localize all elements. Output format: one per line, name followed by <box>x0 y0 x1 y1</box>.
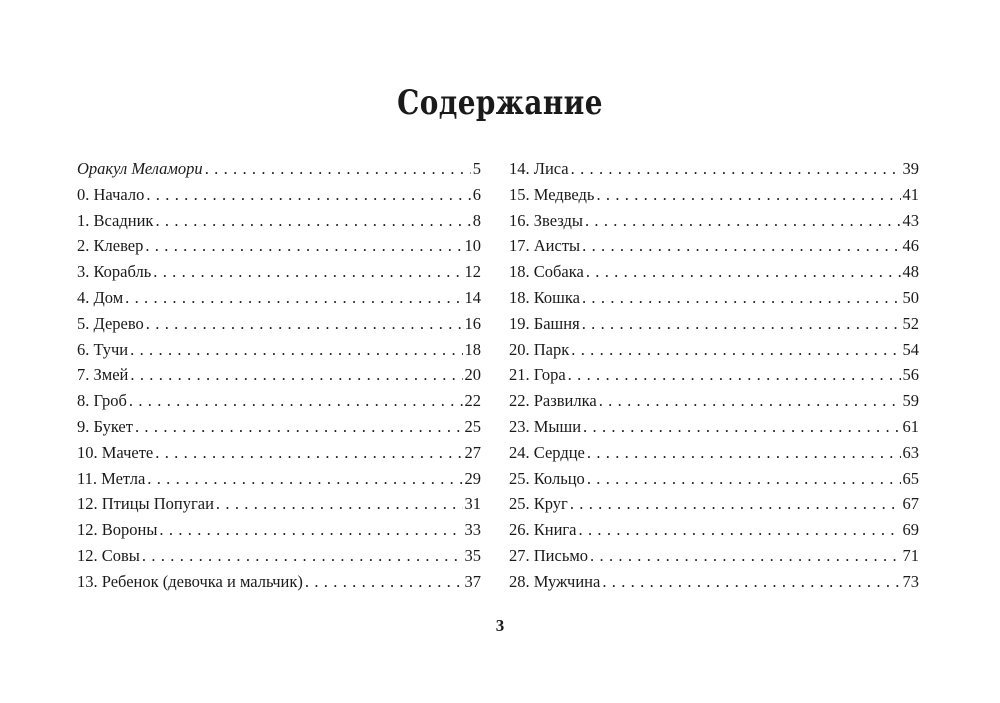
toc-entry-title: 10. Мачете <box>77 442 154 462</box>
toc-entry-title: 16. Звезды <box>509 210 583 230</box>
toc-entry-page: 12 <box>464 262 481 282</box>
toc-entry-title: 4. Дом <box>77 287 124 307</box>
toc-entry-page: 63 <box>902 442 919 462</box>
toc-entry-title: 11. Метла <box>77 468 146 488</box>
toc-entry-page: 6 <box>472 184 481 204</box>
toc-entry-title: 25. Кольцо <box>509 468 585 488</box>
dot-leader <box>129 388 463 414</box>
toc-entry <box>509 517 919 543</box>
toc-entry-title: 27. Письмо <box>509 545 589 565</box>
dot-leader <box>570 491 901 517</box>
toc-entry <box>509 311 919 337</box>
dot-leader <box>146 182 470 208</box>
toc-entry-page: 5 <box>472 159 481 178</box>
toc-entry-title: 23. Мыши <box>509 416 582 436</box>
dot-leader <box>135 414 463 440</box>
toc-entry-page: 8 <box>472 210 481 230</box>
dot-leader <box>571 156 901 182</box>
dot-leader <box>159 517 462 543</box>
toc-entry <box>77 517 481 543</box>
toc-entry-page: 39 <box>902 159 919 178</box>
dot-leader <box>590 543 900 569</box>
toc-entry-title: 7. Змей <box>77 365 129 385</box>
dot-leader <box>147 466 462 492</box>
toc-entry-page: 33 <box>464 520 481 540</box>
toc-entry-page: 20 <box>464 365 481 385</box>
toc-entry <box>509 233 919 259</box>
toc-entry-page: 22 <box>464 391 481 411</box>
toc-entry <box>509 388 919 414</box>
toc-entry <box>509 337 919 363</box>
toc-entry-page: 43 <box>902 210 919 230</box>
toc-entry-title: 17. Аисты <box>509 236 581 256</box>
toc-entry-page: 65 <box>902 468 919 488</box>
toc-entry-title: 2. Клевер <box>77 236 144 256</box>
toc-entry <box>77 337 481 363</box>
toc-column-right <box>509 156 919 595</box>
toc-entry-page: 35 <box>464 545 481 565</box>
toc-entry-title: 12. Вороны <box>77 520 158 540</box>
toc-entry <box>509 543 919 569</box>
toc-entry <box>509 466 919 492</box>
toc-entry-title: 3. Корабль <box>77 262 152 282</box>
toc-entry-title: 5. Дерево <box>77 313 144 333</box>
toc-entry <box>77 543 481 569</box>
toc-entry <box>77 311 481 337</box>
toc-entry-title: 18. Собака <box>509 262 584 282</box>
dot-leader <box>305 569 463 595</box>
toc-entry-title: 19. Башня <box>509 313 580 333</box>
toc-entry-page: 59 <box>902 391 919 411</box>
dot-leader <box>579 517 901 543</box>
toc-entry <box>509 156 919 182</box>
toc-entry <box>77 285 481 311</box>
dot-leader <box>145 233 462 259</box>
toc-entry <box>77 259 481 285</box>
dot-leader <box>130 362 462 388</box>
toc-entry-page: 52 <box>902 313 919 333</box>
toc-entry-page: 48 <box>902 262 919 282</box>
toc-entry-page: 56 <box>902 365 919 385</box>
toc-entry <box>77 569 481 595</box>
toc-entry-page: 69 <box>902 520 919 540</box>
dot-leader <box>146 311 463 337</box>
toc-entry-title: 21. Гора <box>509 365 566 385</box>
toc-entry <box>77 156 481 182</box>
dot-leader <box>582 233 900 259</box>
toc-entry-page: 29 <box>464 468 481 488</box>
toc-entry-title: 8. Гроб <box>77 391 127 411</box>
toc-entry-title: 12. Птицы Попугаи <box>77 494 214 514</box>
dot-leader <box>585 208 901 234</box>
dot-leader <box>602 569 900 595</box>
toc-entry-page: 71 <box>902 545 919 565</box>
toc-entry-title: 15. Медведь <box>509 184 595 204</box>
toc-entry <box>77 414 481 440</box>
toc-entry <box>509 259 919 285</box>
dot-leader <box>599 388 901 414</box>
page-number: 3 <box>495 616 505 635</box>
dot-leader <box>586 259 901 285</box>
toc-entry <box>77 440 481 466</box>
toc-entry <box>77 182 481 208</box>
toc-entry-title: 26. Книга <box>509 520 577 540</box>
toc-entry-page: 31 <box>464 494 481 514</box>
dot-leader <box>587 440 901 466</box>
toc-entry-page: 25 <box>464 416 481 436</box>
toc-entry <box>509 285 919 311</box>
toc-entry <box>509 569 919 595</box>
toc-entry-page: 41 <box>902 184 919 204</box>
toc-entry-page: 61 <box>902 416 919 436</box>
toc-entry-title: 28. Мужчина <box>509 571 601 591</box>
dot-leader <box>216 491 463 517</box>
dot-leader <box>582 285 901 311</box>
toc-entry-page: 14 <box>464 287 481 307</box>
toc-entry-title: Оракул Меламори <box>77 159 203 178</box>
dot-leader <box>571 337 900 363</box>
toc-entry-page: 54 <box>902 339 919 359</box>
toc-entry-title: 12. Совы <box>77 545 140 565</box>
toc-entry <box>77 233 481 259</box>
toc-entry-page: 46 <box>902 236 919 256</box>
toc-entry-title: 20. Парк <box>509 339 570 359</box>
dot-leader <box>583 414 900 440</box>
dot-leader <box>596 182 900 208</box>
toc-entry-title: 9. Букет <box>77 416 133 436</box>
toc-entry-title: 1. Всадник <box>77 210 154 230</box>
page-title: Содержание <box>397 83 603 123</box>
toc-entry <box>77 388 481 414</box>
toc-entry-page: 16 <box>464 313 481 333</box>
toc-entry-page: 27 <box>464 442 481 462</box>
toc-entry-title: 24. Сердце <box>509 442 585 462</box>
toc-entry-page: 73 <box>902 571 919 591</box>
toc-entry-page: 50 <box>902 287 919 307</box>
toc-entry <box>509 182 919 208</box>
toc-entry-title: 0. Начало <box>77 184 145 204</box>
toc-entry-page: 10 <box>464 236 481 256</box>
toc-entry <box>509 491 919 517</box>
dot-leader <box>125 285 462 311</box>
toc-entry <box>77 491 481 517</box>
toc-entry-title: 18. Кошка <box>509 287 580 307</box>
dot-leader <box>582 311 901 337</box>
dot-leader <box>155 208 470 234</box>
toc-entry <box>509 414 919 440</box>
dot-leader <box>587 466 901 492</box>
toc-entry <box>509 362 919 388</box>
toc-entry <box>509 440 919 466</box>
toc-entry <box>509 208 919 234</box>
toc-entry-page: 18 <box>464 339 481 359</box>
toc-entry-title: 14. Лиса <box>509 159 569 178</box>
toc-column-left <box>77 156 481 595</box>
dot-leader <box>568 362 901 388</box>
toc-entry-title: 13. Ребенок (девочка и мальчик) <box>77 571 303 591</box>
dot-leader <box>155 440 462 466</box>
dot-leader <box>142 543 463 569</box>
toc-entry-title: 6. Тучи <box>77 339 129 359</box>
toc-entry <box>77 466 481 492</box>
dot-leader <box>153 259 462 285</box>
toc-entry-title: 22. Развилка <box>509 391 597 411</box>
toc-entry <box>77 208 481 234</box>
toc-entry-page: 37 <box>464 571 481 591</box>
dot-leader <box>130 337 462 363</box>
toc-entry-page: 67 <box>902 494 919 514</box>
dot-leader <box>205 156 471 182</box>
toc-entry <box>77 362 481 388</box>
toc-entry-title: 25. Круг <box>509 494 568 514</box>
